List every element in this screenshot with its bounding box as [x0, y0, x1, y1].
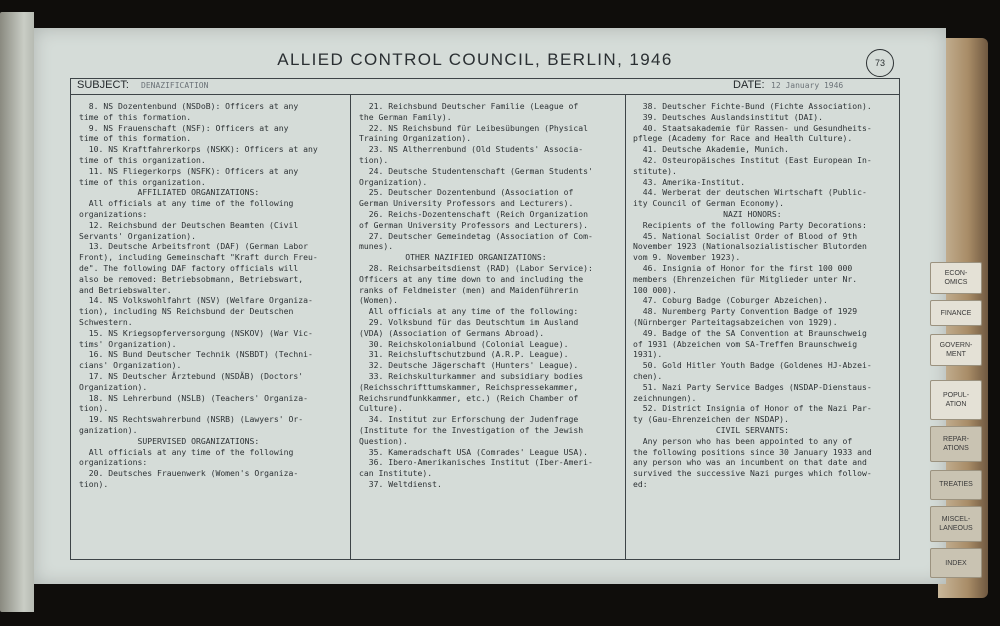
tab-label: OMICS — [944, 279, 968, 286]
tab-reparations[interactable] — [930, 426, 982, 462]
text-line: 47. Coburg Badge (Coburger Abzeichen). — [633, 295, 828, 306]
text-line: 23. NS Altherrenbund (Old Students' Associa- — [359, 144, 584, 155]
section-heading: CIVIL SERVANTS: — [715, 424, 789, 435]
tab-population[interactable] — [930, 380, 982, 420]
text-line: Servants' Organization). — [79, 230, 196, 241]
text-line: de". The following DAF factory officials will — [79, 262, 299, 273]
text-line: 29. Volksbund für das Deutschtum im Ausland — [359, 316, 579, 327]
text-line: 21. Reichsbund Deutscher Familie (League of — [359, 101, 579, 111]
column-divider — [625, 95, 626, 559]
text-line: 46. Insignia of Honor for the first 100 000 — [633, 262, 853, 273]
text-line: tims' Organization). — [79, 338, 177, 349]
text-line: (Reichsschrifttumskammer, Reichspressekammer, — [359, 381, 579, 392]
text-line: 10. NS Kraftfahrerkorps (NSKK): Officers at any — [79, 144, 318, 155]
text-line: (Women). — [359, 295, 398, 306]
text-line: zeichnungen). — [633, 392, 697, 403]
document-title: ALLIED CONTROL COUNCIL, BERLIN, 1946 — [277, 50, 673, 69]
text-line: 50. Gold Hitler Youth Badge (Goldenes HJ-Abzei- — [633, 360, 872, 371]
text-line: 1931). — [633, 349, 663, 360]
text-line: ganization). — [79, 424, 138, 435]
text-line: 48. Nuremberg Party Convention Badge of 1929 — [633, 306, 858, 317]
text-line: time of this organization. — [79, 154, 206, 165]
section-heading: OTHER NAZIFIED ORGANIZATIONS: — [405, 252, 547, 263]
text-line: 42. Osteuropäisches Institut (East European In- — [633, 154, 872, 165]
text-line: Culture). — [359, 403, 403, 414]
tab-label: ECON- — [944, 270, 968, 277]
text-line: 35. Kameradschaft USA (Comrades' League USA). — [359, 446, 589, 457]
text-line: cians' Organization). — [79, 360, 182, 371]
text-line: members (Ehrenzeichen für Mitglieder unter Nr. — [633, 273, 858, 284]
text-line: (VDA) (Association of Germans Abroad). — [359, 327, 545, 338]
text-line: All officials at any time of the following — [79, 198, 294, 209]
text-line: 14. NS Volkswohlfahrt (NSV) (Welfare Organiza- — [79, 295, 313, 306]
text-line: time of this formation. — [79, 111, 192, 122]
text-line: Any person who has been appointed to any of — [633, 435, 853, 446]
section-heading: NAZI HONORS: — [723, 208, 782, 219]
text-line: 52. District Insignia of Honor of the Nazi Par- — [633, 403, 872, 414]
subject-label: SUBJECT: — [77, 79, 129, 91]
text-line: 17. NS Deutscher Ärztebund (NSDÄB) (Doctors' — [79, 370, 304, 381]
header-row — [71, 79, 899, 95]
text-line: also be removed: Betriebsobmann, Betriebswart, — [79, 273, 304, 284]
date-label: DATE: — [733, 79, 765, 91]
text-line: 11. NS Fliegerkorps (NSFK): Officers at any — [79, 165, 299, 176]
text-line: 34. Institut zur Erforschung der Judenfrage — [359, 414, 579, 425]
text-line: 20. Deutsches Frauenwerk (Women's Organiza- — [79, 468, 299, 479]
tab-economics[interactable] — [930, 262, 982, 294]
text-line: Officers at any time down to and including the — [359, 273, 584, 284]
text-line: 39. Deutsches Auslandsinstitut (DAI). — [633, 111, 824, 122]
tab-label: MISCEL- — [941, 516, 971, 523]
tab-treaties[interactable] — [930, 470, 982, 500]
text-line: 40. Staatsakademie für Rassen- und Gesundheits- — [633, 122, 872, 133]
text-line: 31. Reichsluftschutzbund (A.R.P. League). — [359, 349, 569, 360]
text-line: 45. National Socialist Order of Blood of 9th — [633, 230, 858, 241]
text-line: Schwestern. — [79, 316, 133, 327]
tab-label: MENT — [946, 351, 966, 358]
tab-label: GOVERN- — [939, 342, 973, 349]
tab-label: LANEOUS — [939, 525, 973, 532]
text-line: tion). — [359, 154, 389, 165]
text-line: the German Family). — [359, 111, 452, 122]
text-line: ed: — [633, 478, 648, 489]
text-line: 44. Werberat der deutschen Wirtschaft (Public- — [633, 187, 867, 198]
text-line: 8. NS Dozentenbund (NSDoB): Officers at any — [79, 101, 299, 111]
text-line: 18. NS Lehrerbund (NSLB) (Teachers' Organiza- — [79, 392, 309, 403]
tab-index[interactable] — [930, 548, 982, 578]
text-line: 100 000). — [633, 284, 677, 295]
text-line: of 1931 (Abzeichen vom SA-Treffen Braunschweig — [633, 338, 858, 349]
text-line: 51. Nazi Party Service Badges (NSDAP-Dienstaus- — [633, 381, 872, 392]
text-line: 28. Reichsarbeitsdienst (RAD) (Labor Service): — [359, 262, 593, 273]
subject-value: DENAZIFICATION — [141, 81, 209, 90]
text-line: chen). — [633, 370, 663, 381]
text-line: any person who was an incumbent on that date and — [633, 457, 867, 468]
text-line: 19. NS Rechtswahrerbund (NSRB) (Lawyers' Or- — [79, 414, 304, 425]
text-line: tion). — [79, 403, 109, 414]
tab-label: TREATIES — [939, 481, 973, 488]
text-line: 9. NS Frauenschaft (NSF): Officers at any — [79, 122, 289, 133]
text-line: 26. Reichs-Dozentenschaft (Reich Organization — [359, 208, 589, 219]
column-2 — [359, 101, 593, 490]
text-line: munes). — [359, 241, 394, 252]
tab-label: FINANCE — [940, 310, 972, 317]
text-line: tion). — [79, 478, 109, 489]
text-line: 33. Reichskulturkammer and subsidiary bodies — [359, 370, 584, 381]
text-line: pflege (Academy for Race and Health Culture). — [633, 133, 853, 144]
section-heading: AFFILIATED ORGANIZATIONS: — [137, 187, 260, 198]
text-line: Reichsrundfunkkammer, etc.) (Reich Chamber of — [359, 392, 579, 403]
text-line: survived the successive Nazi purges which follow- — [633, 468, 872, 479]
text-line: 12. Reichsbund der Deutschen Beamten (Civil — [79, 219, 299, 230]
text-line: ty (Gau-Ehrenzeichen der NSDAP). — [633, 414, 789, 425]
text-line: 37. Weltdienst. — [359, 478, 442, 489]
text-line: 43. Amerika-Institut. — [633, 176, 746, 187]
text-line: German University Professors and Lecturers). — [359, 198, 574, 209]
tab-miscellaneous[interactable] — [930, 506, 982, 542]
text-line: stitute). — [633, 165, 677, 176]
text-line: (Institute for the Investigation of the Jewish — [359, 424, 584, 435]
section-heading: SUPERVISED ORGANIZATIONS: — [137, 435, 260, 446]
tab-label: ATIONS — [943, 445, 969, 452]
tab-finance[interactable] — [930, 300, 982, 326]
text-line: 16. NS Bund Deutscher Technik (NSBDT) (Techni- — [79, 349, 313, 360]
text-line: Organization). — [79, 381, 148, 392]
tab-label: REPAR- — [943, 436, 969, 443]
text-line: of German University Professors and Lecturers). — [359, 219, 589, 230]
text-line: (Nürnberger Parteitagsabzeichen von 1929). — [633, 316, 838, 327]
text-line: 24. Deutsche Studentenschaft (German Students' — [359, 165, 593, 176]
text-line: ity Council of German Economy). — [633, 198, 785, 209]
text-line: 38. Deutscher Fichte-Bund (Fichte Association). — [633, 101, 872, 111]
text-line: 15. NS Kriegsopferversorgung (NSKOV) (War Vic- — [79, 327, 313, 338]
text-line: 25. Deutscher Dozentenbund (Association of — [359, 187, 574, 198]
text-line: All officials at any time of the following: — [359, 306, 579, 317]
text-line: Organization). — [359, 176, 428, 187]
content-frame — [70, 78, 900, 560]
tab-government[interactable] — [930, 334, 982, 366]
text-line: Recipients of the following Party Decorations: — [633, 219, 867, 230]
column-1 — [79, 101, 318, 490]
text-line: and Betriebswalter. — [79, 284, 172, 295]
column-divider — [350, 95, 351, 559]
text-line: organizations: — [79, 457, 148, 468]
text-line: Front), including Gemeinschaft "Kraft durch Freu- — [79, 252, 318, 263]
text-line: time of this formation. — [79, 133, 192, 144]
text-line: time of this organization. — [79, 176, 206, 187]
text-line: 41. Deutsche Akademie, Munich. — [633, 144, 789, 155]
tab-label: POPUL- — [942, 392, 970, 399]
text-line: vom 9. November 1923). — [633, 252, 741, 263]
text-line: 27. Deutscher Gemeindetag (Association of Com- — [359, 230, 593, 241]
left-page-edge — [0, 12, 34, 612]
text-line: All officials at any time of the following — [79, 446, 294, 457]
text-line: 13. Deutsche Arbeitsfront (DAF) (German Labor — [79, 241, 309, 252]
text-line: organizations: — [79, 208, 148, 219]
text-line: Training Organization). — [359, 133, 472, 144]
text-line: tion), including NS Reichsbund der Deutschen — [79, 306, 294, 317]
text-line: 49. Badge of the SA Convention at Braunschweig — [633, 327, 867, 338]
tab-label: INDEX — [945, 560, 967, 567]
text-line: can Institute). — [359, 468, 433, 479]
text-line: 36. Ibero-Amerikanisches Institut (Iber-Ameri- — [359, 457, 593, 468]
text-line: 22. NS Reichsbund für Leibesübungen (Physical — [359, 122, 589, 133]
column-3 — [633, 101, 872, 490]
text-line: 30. Reichskolonialbund (Colonial League). — [359, 338, 569, 349]
text-line: November 1923 (Nationalsozialistischer Blutorden — [633, 241, 867, 252]
page-number: 73 — [866, 49, 894, 77]
date-value: 12 January 1946 — [771, 81, 844, 90]
tab-label: ATION — [945, 401, 967, 408]
text-line: Question). — [359, 435, 408, 446]
text-line: 32. Deutsche Jägerschaft (Hunters' League). — [359, 360, 579, 371]
text-line: ranks of Feldmeister (men) and Maidenführerin — [359, 284, 579, 295]
text-line: the following positions since 30 January 1933 and — [633, 446, 872, 457]
